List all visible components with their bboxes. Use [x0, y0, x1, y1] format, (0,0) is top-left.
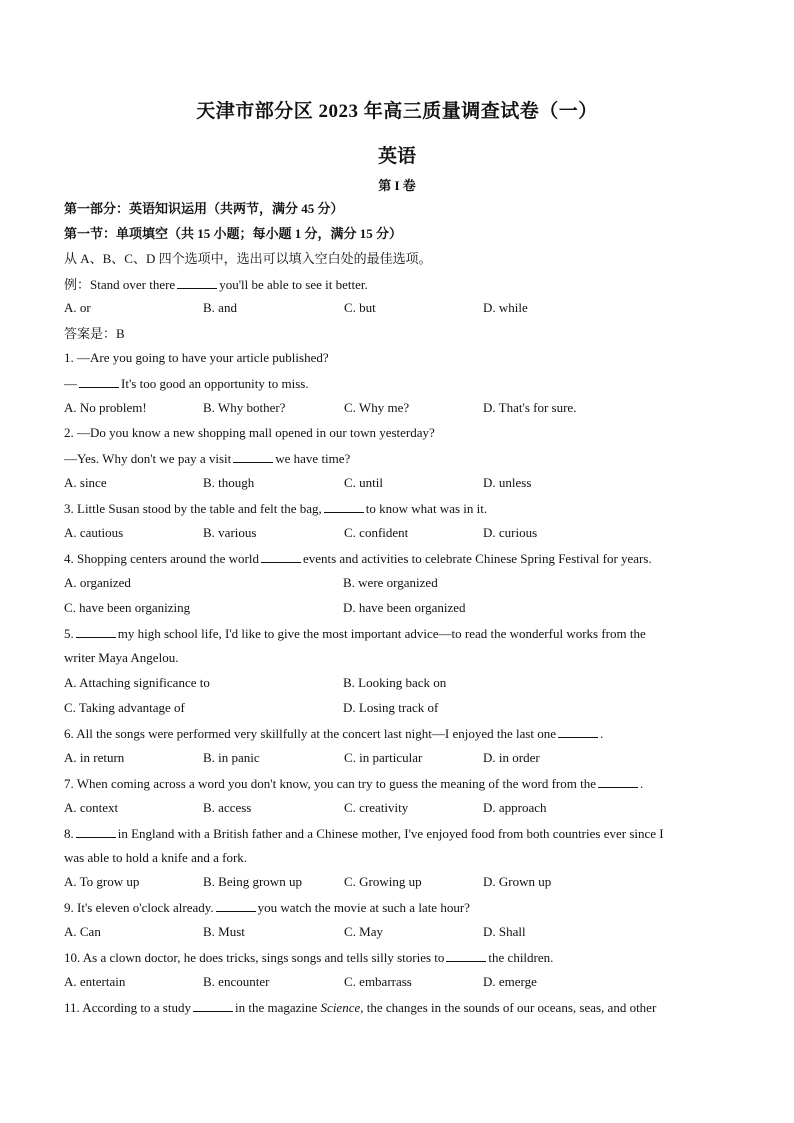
- q5-stem: [64, 625, 646, 642]
- q3-stem-pre: 3. Little Susan stood by the table and felt the bag,: [64, 501, 322, 516]
- q4-stem-post: events and activities to celebrate Chinese Spring Festival for years.: [302, 551, 652, 566]
- q4-option-c: C. have been organizing: [64, 600, 191, 615]
- answer-blank: [193, 999, 233, 1012]
- answer-blank: [261, 550, 301, 563]
- volume-heading: 第 I 卷: [378, 178, 416, 193]
- q9-option-a: A. Can: [64, 924, 101, 939]
- answer-blank: [558, 725, 598, 738]
- answer-blank: [76, 625, 116, 638]
- q5-stem-post: my high school life, I'd like to give the most important advice—to read the wonderful works from the: [117, 626, 646, 641]
- q8-option-d: D. Grown up: [483, 874, 552, 889]
- page-title: 天津市部分区 2023 年高三质量调查试卷（一）: [196, 101, 598, 122]
- q2-option-a: A. since: [64, 475, 107, 490]
- q8-stem-line2: was able to hold a knife and a fork.: [64, 850, 248, 865]
- q5-stem-line2: writer Maya Angelou.: [64, 650, 179, 665]
- q8-option-c: C. Growing up: [344, 874, 422, 889]
- q11-stem-post: , the changes in the sounds of our oceans, seas, and other: [360, 1000, 657, 1015]
- q11-stem: [64, 999, 656, 1016]
- q9-option-c: C. May: [344, 924, 383, 939]
- q9-stem-pre: 9. It's eleven o'clock already.: [64, 900, 214, 915]
- q10-stem: [64, 949, 553, 966]
- q9-stem-post: you watch the movie at such a late hour?: [257, 900, 470, 915]
- answer-blank: [598, 775, 638, 788]
- q2-line2-pre: —Yes. Why don't we pay a visit: [64, 451, 232, 466]
- example-option-a: A. or: [64, 300, 91, 315]
- section1-heading: 第一节：单项填空（共 15 小题；每小题 1 分，满分 15 分）: [64, 226, 403, 241]
- q5-option-d: D. Losing track of: [343, 700, 439, 715]
- q5-option-a: A. Attaching significance to: [64, 675, 210, 690]
- q6-stem: [64, 725, 603, 742]
- q11-stem-mid: in the magazine: [234, 1000, 318, 1015]
- instruction-text: 从 A、B、C、D 四个选项中，选出可以填入空白处的最佳选项。: [64, 251, 432, 266]
- q9-stem: [64, 899, 470, 916]
- example-stem-post: you'll be able to see it better.: [219, 277, 368, 292]
- answer-blank: [216, 899, 256, 912]
- q2-option-d: D. unless: [483, 475, 532, 490]
- q1-line2: [64, 375, 309, 392]
- q2-line2-post: we have time?: [275, 451, 351, 466]
- q7-stem-pre: 7. When coming across a word you don't know, you can try to guess the meaning of the word from the: [64, 776, 596, 791]
- q1-line2-pre: —: [64, 376, 77, 391]
- q9-option-b: B. Must: [203, 924, 245, 939]
- answer-blank: [446, 949, 486, 962]
- q8-stem-pre: 8.: [64, 826, 74, 841]
- q9-option-d: D. Shall: [483, 924, 526, 939]
- q8-stem: [64, 825, 664, 842]
- q8-stem-post: in England with a British father and a Chinese mother, I've enjoyed food from both countries ever since I: [117, 826, 664, 841]
- q7-option-b: B. access: [203, 800, 252, 815]
- q6-option-c: C. in particular: [344, 750, 423, 765]
- q1-option-d: D. That's for sure.: [483, 400, 577, 415]
- q2-line1: 2. —Do you know a new shopping mall opened in our town yesterday?: [64, 425, 435, 440]
- example-option-d: D. while: [483, 300, 528, 315]
- q4-option-d: D. have been organized: [343, 600, 466, 615]
- q7-option-c: C. creativity: [344, 800, 409, 815]
- q3-option-c: C. confident: [344, 525, 409, 540]
- q5-stem-pre: 5.: [64, 626, 74, 641]
- q8-option-b: B. Being grown up: [203, 874, 302, 889]
- q2-option-c: C. until: [344, 475, 384, 490]
- q7-option-a: A. context: [64, 800, 119, 815]
- q10-option-c: C. embarrass: [344, 974, 412, 989]
- q6-option-b: B. in panic: [203, 750, 260, 765]
- q5-option-c: C. Taking advantage of: [64, 700, 185, 715]
- q1-option-b: B. Why bother?: [203, 400, 286, 415]
- q10-option-a: A. entertain: [64, 974, 126, 989]
- example-option-c: C. but: [344, 300, 376, 315]
- q1-line2-post: It's too good an opportunity to miss.: [121, 376, 309, 391]
- q1-option-a: A. No problem!: [64, 400, 147, 415]
- q5-option-b: B. Looking back on: [343, 675, 447, 690]
- q4-option-a: A. organized: [64, 575, 131, 590]
- q11-stem-pre: 11. According to a study: [64, 1000, 191, 1015]
- q3-stem-post: to know what was in it.: [365, 501, 488, 516]
- q8-option-a: A. To grow up: [64, 874, 140, 889]
- q6-stem-post: .: [600, 726, 604, 741]
- q3-option-b: B. various: [203, 525, 257, 540]
- example-stem: [64, 276, 368, 293]
- q1-option-c: C. Why me?: [344, 400, 410, 415]
- answer-blank: [177, 276, 217, 289]
- q7-stem-post: .: [639, 776, 644, 791]
- q3-option-d: D. curious: [483, 525, 538, 540]
- q4-stem: [64, 550, 652, 567]
- answer-blank: [79, 375, 119, 388]
- q1-line1: 1. —Are you going to have your article published?: [64, 350, 329, 365]
- q7-stem: [64, 775, 643, 792]
- q3-option-a: A. cautious: [64, 525, 124, 540]
- q6-option-a: A. in return: [64, 750, 125, 765]
- q4-stem-pre: 4. Shopping centers around the world: [64, 551, 259, 566]
- part1-heading: 第一部分：英语知识运用（共两节，满分 45 分）: [64, 201, 344, 216]
- q10-option-b: B. encounter: [203, 974, 270, 989]
- subject-heading: 英语: [377, 146, 416, 167]
- q10-stem-pre: 10. As a clown doctor, he does tricks, sings songs and tells silly stories to: [64, 950, 445, 965]
- q10-option-d: D. emerge: [483, 974, 537, 989]
- q10-stem-post: the children.: [488, 950, 554, 965]
- answer-blank: [76, 825, 116, 838]
- q11-magazine-name: Science: [320, 1000, 361, 1015]
- q3-stem: [64, 500, 487, 517]
- q6-option-d: D. in order: [483, 750, 540, 765]
- example-option-b: B. and: [203, 300, 237, 315]
- q2-option-b: B. though: [203, 475, 255, 490]
- q4-option-b: B. were organized: [343, 575, 438, 590]
- q2-line2: [64, 450, 350, 467]
- q6-stem-pre: 6. All the songs were performed very skillfully at the concert last night—I enjoyed the last one: [64, 726, 557, 741]
- answer-blank: [233, 450, 273, 463]
- answer-blank: [324, 500, 364, 513]
- example-answer: 答案是：B: [64, 326, 125, 341]
- q7-option-d: D. approach: [483, 800, 547, 815]
- example-stem-pre: 例：Stand over there: [64, 277, 176, 292]
